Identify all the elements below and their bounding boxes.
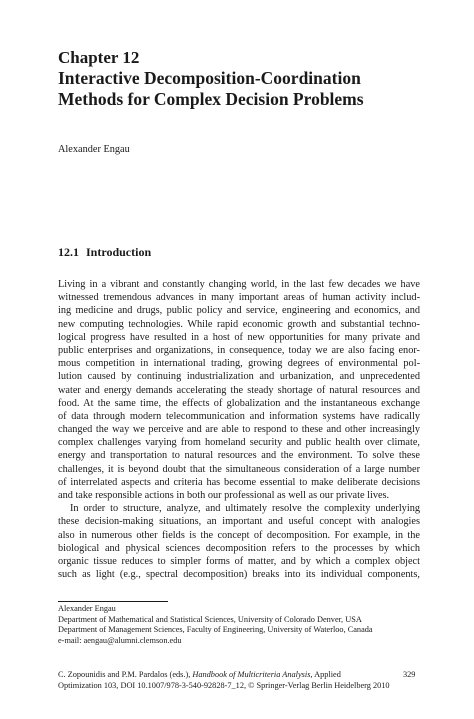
body-line: changed the way we perceive and are able to respond to these and other increasingly (58, 424, 420, 436)
body-line: food. At the same time, the effects of globalization and the instantaneous exchange (58, 397, 420, 409)
page-number: 329 (403, 670, 416, 679)
footnote-line: Alexander Engau (58, 604, 116, 613)
chapter-title (58, 68, 438, 110)
footnote-line: e-mail: aengau@alumni.clemson.edu (58, 635, 182, 645)
body-line: challenges, it is beyond doubt that the simultaneous consideration of a large number (58, 463, 420, 475)
author-footnote (58, 604, 420, 646)
body-line: energy and transportation to natural resources and the environment. To solve these (58, 450, 420, 462)
footnote-divider (58, 601, 168, 602)
body-line: ing medicine and drugs, public policy and service, engineering and economics, and (58, 305, 420, 317)
body-line: mous competition in international trading, growing degrees of environmental pol- (58, 358, 420, 370)
body-line: lution caused by continuing industrialization and urbanization, and unprecedented (58, 371, 420, 383)
body-line: witnessed tremendous advances in many important areas of human activity includ- (58, 292, 420, 304)
body-line: of data through modern telecommunication and information systems have radically (58, 410, 420, 422)
citation-line-1 (58, 670, 358, 681)
citation-prefix: C. Zopounidis and P.M. Pardalos (eds.), (58, 670, 193, 679)
citation-suffix: , Applied (310, 670, 341, 679)
chapter-title-line: Methods for Complex Decision Problems (58, 89, 364, 109)
body-line: also in numerous other fields is the concept of decomposition. For example, in the (58, 529, 420, 541)
body-text (58, 278, 420, 581)
citation (58, 670, 390, 691)
body-line: biological and physical sciences decomposition refers to the processes by which (58, 542, 420, 554)
footnote-line: Department of Mathematical and Statistical Sciences, University of Colorado Denver, USA (58, 614, 362, 624)
chapter-title-line: Interactive Decomposition-Coordination (58, 68, 361, 88)
chapter-label: Chapter 12 (58, 48, 140, 67)
body-line: complex challenges varying from homeland security and public health over climate, (58, 437, 420, 449)
body-line: such as light (e.g., spectral decomposition) breaks into its individual components, (58, 569, 420, 581)
body-line: Living in a vibrant and constantly changing world, in the last few decades we have (58, 279, 420, 290)
body-line: logical progress have resulted in a host of new opportunities for many private and (58, 331, 420, 343)
section-heading (58, 245, 151, 260)
body-line: new computing technologies. While rapid economic growth and substantial techno- (58, 318, 420, 330)
body-line: of interrelated aspects and criteria has become essential to make deliberate decisions (58, 476, 420, 488)
body-line: public enterprises and organizations, in consequence, today we are also facing enor- (58, 344, 420, 356)
section-number: 12.1 (58, 245, 79, 259)
citation-line-2: Optimization 103, DOI 10.1007/978-3-540-92828-7_12, © Springer-Verlag Berlin Heidelberg 2010 (58, 680, 390, 690)
body-line: and take responsible actions in both our professional as well as our private lives. (58, 490, 390, 501)
body-line: In order to structure, analyze, and ultimately resolve the complexity underlying (70, 503, 420, 515)
footnote-line: Department of Management Sciences, Faculty of Engineering, University of Waterloo, Canada (58, 625, 373, 635)
author-name: Alexander Engau (58, 144, 130, 155)
body-line: these decision-making situations, an important and useful concept with analogies (58, 516, 420, 528)
body-line: organic tissue reduces to simpler forms of matter, and by which a complex object (58, 555, 420, 567)
citation-book-title: Handbook of Multicriteria Analysis (192, 670, 311, 679)
section-title: Introduction (86, 245, 152, 259)
body-line: water and energy demands accelerating the steady shortage of natural resources and (58, 384, 420, 396)
